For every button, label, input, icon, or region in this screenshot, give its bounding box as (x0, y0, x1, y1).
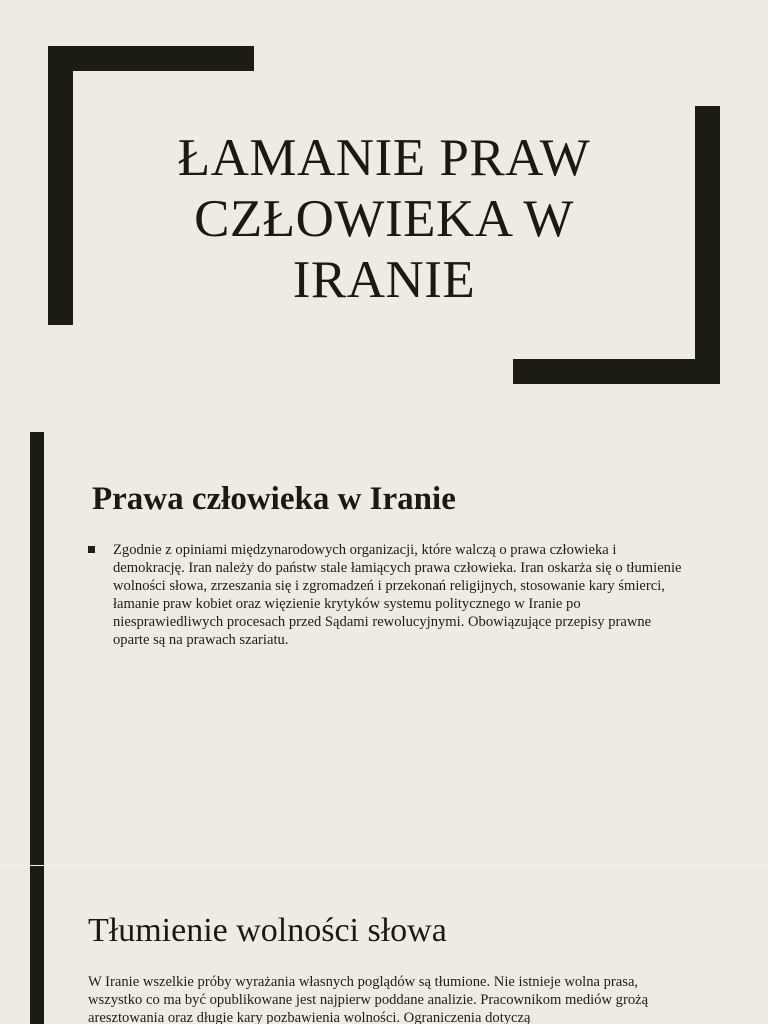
bullet-item (88, 541, 688, 649)
slide-paragraph: W Iranie wszelkie próby wyrażania własnych poglądów są tłumione. Nie istnieje wolna prasa, wszystko co ma być opublikowane jest najpierw poddane analizie. Pracownikom mediów grożą aresztowania oraz długie kary pozbawienia wolności. Ograniczenia dotyczą (88, 974, 649, 1024)
content-slide-human-rights (0, 432, 768, 865)
slide-heading: Tłumienie wolności słowa (88, 912, 447, 949)
content-slide-free-speech (0, 866, 768, 1024)
slide-accent-bar (30, 432, 44, 865)
presentation-title: ŁAMANIE PRAW CZŁOWIEKA W IRANIE (177, 129, 591, 309)
bracket-top-left-horizontal (48, 46, 254, 71)
title-slide (0, 0, 768, 432)
square-bullet-icon (88, 546, 95, 553)
bullet-list (88, 541, 688, 649)
bullet-text: Zgodnie z opiniami międzynarodowych organizacji, które walczą o prawa człowieka i demokrację. Iran należy do państw stale łamiących prawa człowieka. Iran oskarża się o tłumienie wolności słowa, zrzeszania się i zgromadzeń i przekonań religijnych, stosowanie kary śmierci, łamanie praw kobiet oraz więzienie krytyków systemu politycznego w Iranie po niesprawiedliwych procesach przed Sądami rewolucyjnymi. Obowiązujące przepisy prawne oparte są na prawach szariatu. (113, 542, 682, 648)
slide-heading: Prawa człowieka w Iranie (92, 481, 456, 517)
bracket-bottom-right-horizontal (513, 359, 720, 384)
slide-accent-bar (30, 866, 44, 1024)
bracket-top-left-vertical (48, 46, 73, 325)
bracket-bottom-right-vertical (695, 106, 720, 384)
